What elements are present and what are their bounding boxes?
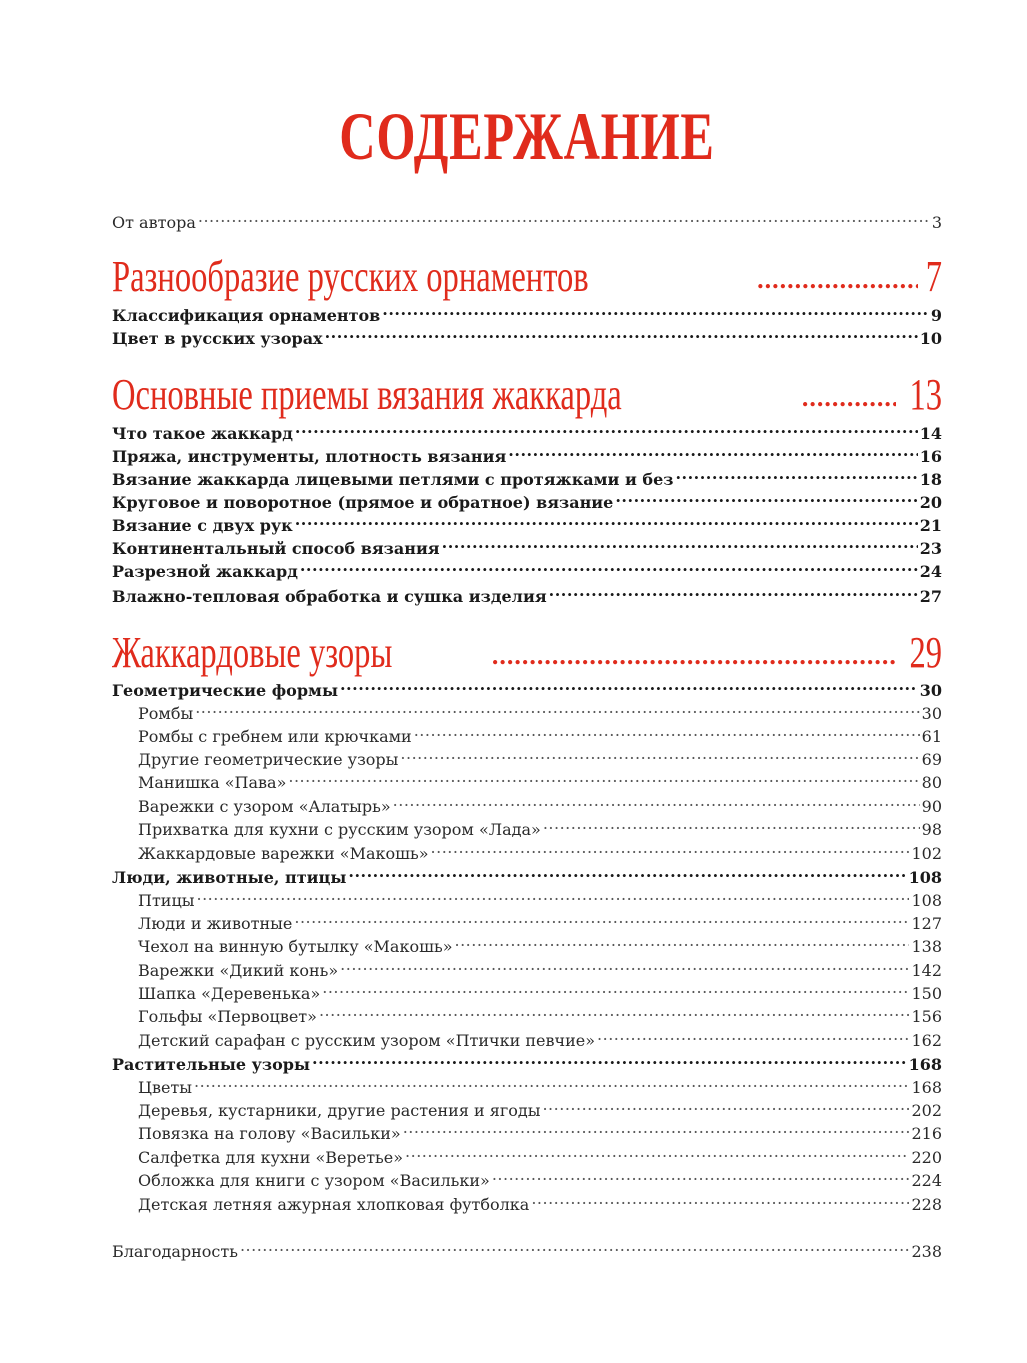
toc-page-number: 168 [911,1078,942,1097]
toc-subentry[interactable] [112,795,942,818]
toc-page-number: 69 [921,750,942,769]
toc-page-number: 102 [911,844,942,863]
toc-subentry[interactable] [112,935,942,958]
toc-page-number: 138 [911,937,942,956]
dot-leader [757,273,918,291]
toc-entry-title: Пряжа, инструменты, плотность вязания [112,447,507,466]
toc-page-number: 29 [909,628,942,677]
toc-page-number: 168 [908,1055,942,1074]
toc-entry[interactable] [112,304,942,327]
toc-entry-title: От автора [112,213,196,232]
toc-subentry[interactable] [112,1169,942,1192]
dot-leader [198,212,930,228]
toc-entry-title: Вязание жаккарда лицевыми петлями с протяжками и без [112,470,674,489]
toc-page-number: 98 [921,820,942,839]
dot-leader [442,538,918,554]
dot-leader [492,649,896,667]
toc-subentry[interactable] [112,1005,942,1028]
toc-page-number: 156 [911,1007,942,1026]
toc-entry-title: Люди и животные [138,914,293,933]
toc-page-number: 27 [919,587,942,606]
toc-page-number: 108 [908,868,942,887]
toc-entry-title: Жаккардовые варежки «Макошь» [138,844,429,863]
toc-page-number: 18 [919,470,942,489]
toc-entry[interactable] [112,585,942,608]
toc-entry-title: Ромбы [138,704,194,723]
toc-page-number: 16 [919,447,942,466]
toc-entry[interactable] [112,491,942,514]
toc-entry[interactable] [112,1053,942,1076]
dot-leader [294,913,909,929]
toc-entry-title: Птицы [138,891,195,910]
toc-page-number: 30 [921,704,942,723]
toc-entry[interactable] [112,327,942,350]
toc-entry-title: Прихватка для кухни с русским узором «Лада» [138,820,541,839]
toc-page-number: 20 [919,493,942,512]
toc-subentry[interactable] [112,982,942,1005]
toc-entry[interactable] [112,537,942,560]
toc-entry-title: Цвет в русских узорах [112,329,323,348]
dot-leader [542,1100,909,1116]
page-title: СОДЕРЖАНИЕ [339,98,715,174]
toc-entry-title: Благодарность [112,1242,238,1261]
toc-entry-title: Салфетка для кухни «Веретье» [138,1148,404,1167]
toc-chapter[interactable] [112,628,942,678]
dot-leader [802,391,896,409]
toc-page-number: 7 [925,252,942,301]
toc-subentry[interactable] [112,1076,942,1099]
toc-entry-title: Варежки «Дикий конь» [138,961,339,980]
toc-entry-title: Геометрические формы [112,681,338,700]
toc-entry[interactable] [112,468,942,491]
dot-leader [240,1241,910,1257]
toc-page-number: 30 [919,681,942,700]
toc-entry[interactable] [112,211,942,234]
toc-entry-title: Разнообразие русских орнаментов [112,252,589,301]
toc-page-number: 150 [911,984,942,1003]
toc-page-number: 142 [911,961,942,980]
toc-subentry[interactable] [112,1099,942,1122]
dot-leader [405,1147,909,1163]
toc-chapter[interactable] [112,252,942,302]
toc-subentry[interactable] [112,725,942,748]
toc-entry-title: Растительные узоры [112,1055,311,1074]
dot-leader [549,586,918,602]
toc-page-number: 162 [911,1031,942,1050]
dot-leader [393,796,920,812]
toc-subentry[interactable] [112,771,942,794]
toc-entry-title: Детский сарафан с русским узором «Птички певчие» [138,1031,596,1050]
dot-leader [288,772,919,788]
toc-entry-title: Основные приемы вязания жаккарда [112,370,622,419]
toc-subentry[interactable] [112,959,942,982]
toc-entry[interactable] [112,514,942,537]
toc-entry-title: Варежки с узором «Алатырь» [138,797,391,816]
toc-page-number: 3 [931,213,942,232]
toc-subentry[interactable] [112,1029,942,1052]
toc-entry-title: Жаккардовые узоры [112,628,393,677]
dot-leader [414,726,920,742]
toc-page-number: 220 [911,1148,942,1167]
dot-leader [340,960,909,976]
dot-leader [319,1006,910,1022]
toc-subentry[interactable] [112,1146,942,1169]
toc-page-number: 202 [911,1101,942,1120]
toc-page-number: 23 [919,539,942,558]
toc-page-number: 228 [911,1195,942,1214]
toc-entry-title: Гольфы «Первоцвет» [138,1007,317,1026]
toc-entry-title: Вязание с двух рук [112,516,293,535]
dot-leader [431,843,910,859]
dot-leader [492,1170,910,1186]
toc-page-number: 80 [921,773,942,792]
dot-leader [340,680,918,696]
toc-page [112,0,942,1363]
toc-subentry[interactable] [112,818,942,841]
toc-entry-title: Классификация орнаментов [112,306,381,325]
toc-entry[interactable] [112,422,942,445]
toc-entry-title: Цветы [138,1078,193,1097]
toc-entry[interactable] [112,1240,942,1263]
toc-page-number: 21 [919,516,942,535]
toc-page-number: 24 [919,562,942,581]
toc-entry[interactable] [112,560,942,583]
toc-entry-title: Ромбы с гребнем или крючками [138,727,412,746]
dot-leader [543,819,920,835]
toc-page-number: 127 [911,914,942,933]
toc-entry[interactable] [112,679,942,702]
toc-entry-title: Манишка «Пава» [138,773,287,792]
dot-leader [531,1194,909,1210]
dot-leader [295,423,918,439]
toc-subentry[interactable] [112,1122,942,1145]
toc-entry-title: Шапка «Деревенька» [138,984,321,1003]
toc-subentry[interactable] [112,842,942,865]
toc-chapter[interactable] [112,370,942,420]
dot-leader [195,703,919,719]
toc-entry-title: Другие геометрические узоры [138,750,399,769]
dot-leader [300,561,918,577]
dot-leader [197,890,910,906]
toc-entry-title: Обложка для книги с узором «Васильки» [138,1171,490,1190]
dot-leader [454,936,909,952]
toc-subentry[interactable] [112,748,942,771]
toc-subentry[interactable] [112,912,942,935]
toc-page-number: 108 [911,891,942,910]
dot-leader [322,983,909,999]
toc-subentry[interactable] [112,889,942,912]
dot-leader [325,328,918,344]
toc-entry-title: Детская летняя ажурная хлопковая футболка [138,1195,530,1214]
dot-leader [348,867,906,883]
toc-entry[interactable] [112,445,942,468]
toc-page-number: 216 [911,1124,942,1143]
toc-page-number: 224 [911,1171,942,1190]
dot-leader [295,515,918,531]
dot-leader [382,305,929,321]
toc-entry-title: Повязка на голову «Васильки» [138,1124,401,1143]
toc-page-number: 90 [921,797,942,816]
toc-subentry[interactable] [112,1193,942,1216]
toc-entry-title: Чехол на винную бутылку «Макошь» [138,937,453,956]
toc-entry-title: Влажно-тепловая обработка и сушка изделия [112,587,547,606]
dot-leader [508,446,917,462]
dot-leader [403,1123,910,1139]
dot-leader [312,1054,907,1070]
toc-page-number: 61 [921,727,942,746]
toc-page-number: 13 [909,370,942,419]
toc-entry[interactable] [112,866,942,889]
toc-entry-title: Люди, животные, птицы [112,868,347,887]
toc-entry-title: Деревья, кустарники, другие растения и ягоды [138,1101,541,1120]
toc-entry-title: Разрезной жаккард [112,562,298,581]
dot-leader [400,749,919,765]
dot-leader [597,1030,909,1046]
toc-entry-title: Что такое жаккард [112,424,293,443]
toc-page-number: 238 [911,1242,942,1261]
toc-page-number: 14 [919,424,942,443]
toc-entry-title: Континентальный способ вязания [112,539,440,558]
toc-subentry[interactable] [112,702,942,725]
toc-page-number: 10 [919,329,942,348]
dot-leader [675,469,917,485]
dot-leader [194,1077,909,1093]
toc-page-number: 9 [930,306,942,325]
dot-leader [615,492,917,508]
toc-entry-title: Круговое и поворотное (прямое и обратное) вязание [112,493,614,512]
